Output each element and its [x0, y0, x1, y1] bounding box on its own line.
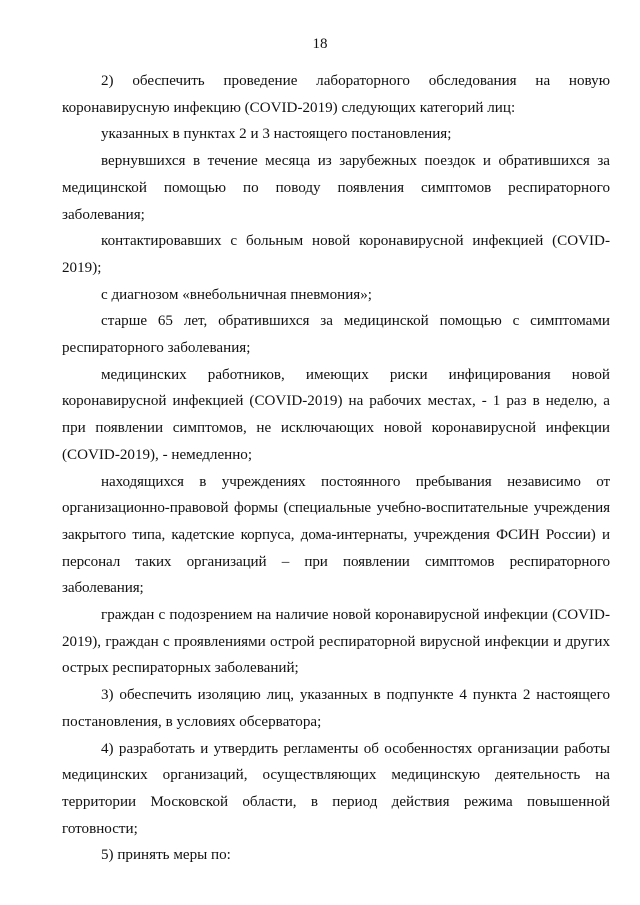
- paragraph-item-3: 3) обеспечить изоляцию лиц, указанных в подпункте 4 пункта 2 настоящего постановления, в условиях обсерватора;: [62, 687, 610, 730]
- paragraph-category-medical-workers: медицинских работников, имеющих риски инфицирования новой коронавирусной инфекцией (COVID-2019) на рабочих местах, - 1 раз в неделю, а при появлении симптомов, не исключающих новой коронавирусной инфекции (COVID-2019), - немедленно;: [62, 366, 610, 463]
- paragraph-category-returned-abroad: вернувшихся в течение месяца из зарубежных поездок и обратившихся за медицинской помощью по поводу появления симптомов респираторного заболевания;: [62, 153, 610, 223]
- paragraph-item-5: 5) принять меры по:: [101, 847, 231, 864]
- paragraph-category-contacts: контактировавших с больным новой коронавирусной инфекцией (COVID-2019);: [62, 233, 610, 276]
- paragraph-category-points-2-3: указанных в пунктах 2 и 3 настоящего постановления;: [101, 126, 452, 143]
- document-body: [62, 68, 610, 869]
- paragraph-category-suspected: граждан с подозрением на наличие новой коронавирусной инфекции (COVID-2019), граждан с проявлениями острой респираторной вирусной инфекции и других острых респираторных заболеваний;: [62, 607, 610, 677]
- paragraph-category-over-65: старше 65 лет, обратившихся за медицинской помощью с симптомами респираторного заболевания;: [62, 313, 610, 357]
- paragraph-category-permanent-residence: находящихся в учреждениях постоянного пребывания независимо от организационно-правовой формы (специальные учебно-воспитательные учреждения закрытого типа, кадетские корпуса, дома-интернаты, учреждения ФСИН России) и персонал таких организаций – при появлении симптомов респираторного заболевания;: [62, 473, 610, 597]
- paragraph-item-2: 2) обеспечить проведение лабораторного обследования на новую коронавирусную инфекцию (COVID-2019) следующих категорий лиц:: [62, 73, 610, 116]
- page-number: 18: [312, 36, 328, 52]
- paragraph-item-4: 4) разработать и утвердить регламенты об особенностях организации работы медицинских организаций, осуществляющих медицинскую деятельность на территории Московской области, в период действия режима повышенной готовности;: [62, 740, 610, 837]
- paragraph-category-pneumonia: с диагнозом «внебольничная пневмония»;: [101, 286, 372, 303]
